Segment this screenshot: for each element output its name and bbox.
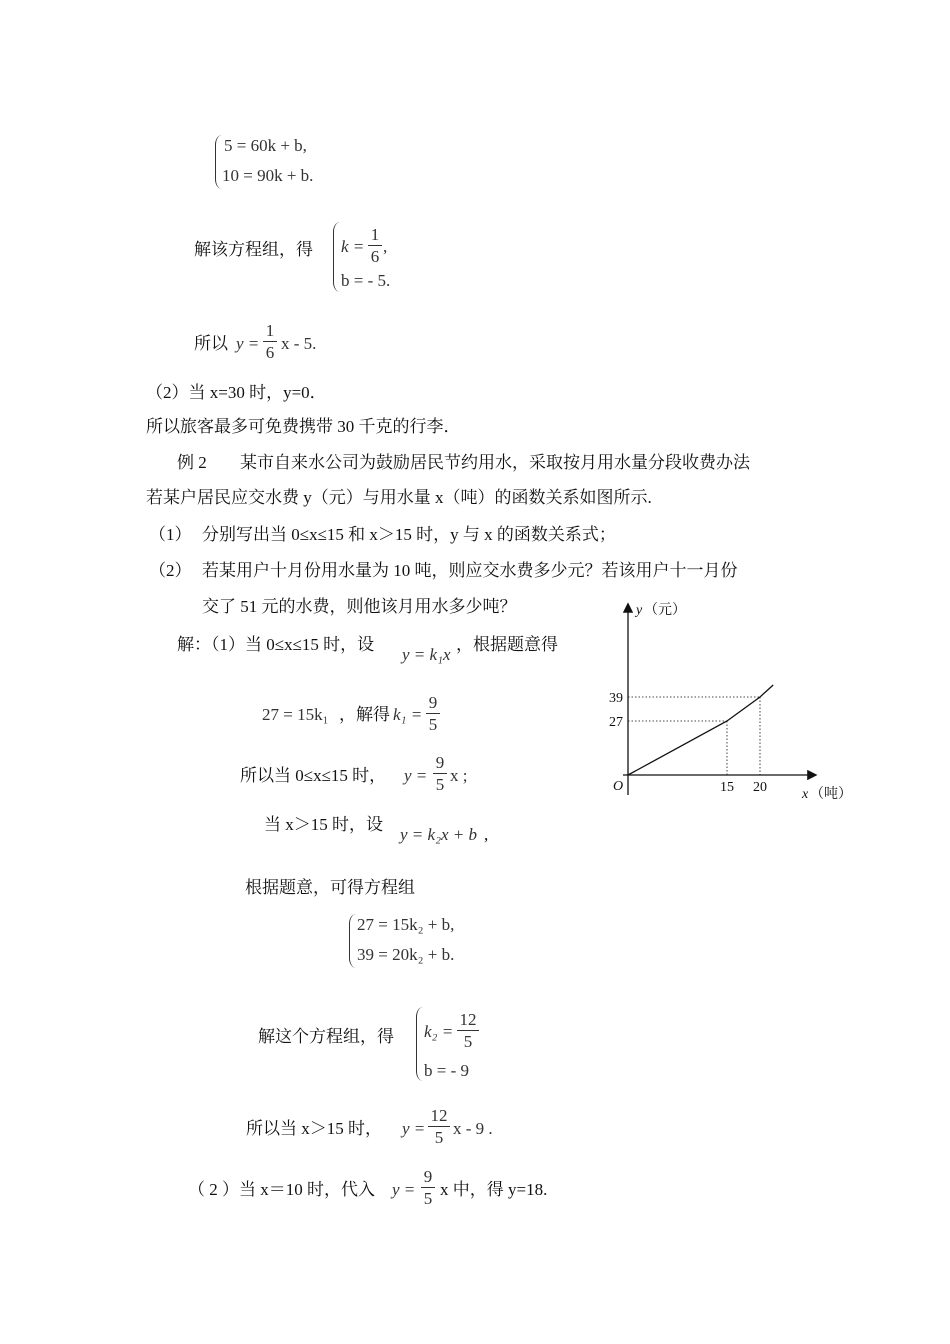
so1-tail: x - 5. xyxy=(281,334,317,353)
solve1-k-frac xyxy=(368,226,382,265)
solution-b2: b = - 9 xyxy=(424,1061,469,1080)
y-tick-label: 39 xyxy=(609,691,623,706)
solution-part2: （ 2 ）当 x＝10 时，代入 xyxy=(188,1180,375,1199)
solution-eq3: y = k₂x + b xyxy=(400,825,477,844)
so1-lead: 所以 xyxy=(194,334,228,353)
solution-eq1: y = k₁x xyxy=(402,645,451,664)
solution-when-tail: , xyxy=(484,825,489,844)
solve1-k-den: 6 xyxy=(370,247,380,266)
so1-lhs: y = xyxy=(236,334,260,353)
solution-part2-num: 9 xyxy=(423,1167,433,1186)
solve1-b-line: b = - 5. xyxy=(341,271,391,290)
solution-so2-num: 9 xyxy=(435,753,445,772)
x-tick-label: 20 xyxy=(753,780,767,795)
example-line1: 某市自来水公司为鼓励居民节约用水，采取按月用水量分段收费办法 xyxy=(240,453,750,472)
solution-so3-frac xyxy=(428,1107,450,1146)
example-line2: 若某户居民应交水费 y（元）与用水量 x（吨）的函数关系如图所示. xyxy=(146,488,652,507)
so1-frac xyxy=(263,322,277,361)
solution-sys-lead: 根据题意，可得方程组 xyxy=(245,878,415,897)
question2-number: （2） xyxy=(149,561,192,580)
question2-line1: 若某用户十月份用水量为 10 吨，则应交水费多少元？若该用户十一月份 xyxy=(202,561,738,580)
solve1-k-tail: , xyxy=(383,237,388,256)
y-axis-var: y xyxy=(636,603,643,618)
solution-so2-lhs: y = xyxy=(404,766,428,785)
solution-part2-frac xyxy=(421,1168,435,1207)
y-tick-label: 27 xyxy=(609,715,623,730)
solution-k2-lhs: k₂ = xyxy=(424,1022,454,1041)
solution-k2-frac xyxy=(457,1011,479,1050)
solution-when: 当 x＞15 时，设 xyxy=(264,815,383,834)
solution-k1-den: 5 xyxy=(428,715,438,734)
solution-sys2-line1: 27 = 15k₂ + b, xyxy=(357,915,455,934)
question1-text: 分别写出当 0≤x≤15 和 x＞15 时，y 与 x 的函数关系式； xyxy=(202,525,616,544)
question1-number: （1） xyxy=(149,525,192,544)
solution-so2-tail: x ; xyxy=(450,766,468,785)
solution-so3-num: 12 xyxy=(430,1106,448,1125)
solution-k2-num: 12 xyxy=(459,1010,477,1029)
origin-label: O xyxy=(613,779,624,794)
solution-eq2: 27 = 15k₁ xyxy=(262,705,329,724)
solution-so2-frac xyxy=(433,754,447,793)
y-axis-unit: （元） xyxy=(644,603,686,618)
solution-part2-tail: x 中，得 y=18. xyxy=(440,1180,548,1199)
brace-solve1 xyxy=(333,222,340,292)
part2-line: （2）当 x=30 时，y=0． xyxy=(146,383,327,402)
solution-part2-den: 5 xyxy=(423,1189,433,1208)
question2-line2: 交了 51 元的水费，则他该月用水多少吨？ xyxy=(202,597,517,616)
solution-k2-den: 5 xyxy=(463,1032,473,1051)
x-tick-label: 15 xyxy=(720,780,734,795)
solve1-k-lhs: k = xyxy=(341,237,365,256)
solution-so3: 所以当 x＞15 时， xyxy=(246,1119,382,1138)
water-fee-chart xyxy=(580,595,880,815)
sys1-line2: 10 = 90k + b. xyxy=(222,166,314,185)
solution-solve2: ，解得 xyxy=(339,705,390,724)
fee-line xyxy=(628,685,773,775)
solution-k1-lhs: k₁ = xyxy=(393,705,423,724)
solution-part2-lhs: y = xyxy=(392,1180,416,1199)
so1-num: 1 xyxy=(265,321,275,340)
example-label: 例 2 xyxy=(177,453,207,472)
solution-k1-num: 9 xyxy=(428,693,438,712)
solution-solve3: 解这个方程组，得 xyxy=(258,1027,394,1046)
solution-so3-tail: x - 9 . xyxy=(453,1119,493,1138)
solution-line1: 解：（1）当 0≤x≤15 时，设 xyxy=(177,635,375,654)
solution-sys2-line2: 39 = 20k₂ + b. xyxy=(357,945,455,964)
brace-sys2 xyxy=(349,914,356,968)
brace-solve3 xyxy=(416,1007,423,1081)
solution-so2-den: 5 xyxy=(435,775,445,794)
solution-so3-lhs: y = xyxy=(402,1119,426,1138)
conclusion-line: 所以旅客最多可免费携带 30 千克的行李． xyxy=(146,417,461,436)
solution-so3-den: 5 xyxy=(434,1128,444,1147)
solution-so2: 所以当 0≤x≤15 时， xyxy=(240,766,387,785)
solve1-lead: 解该方程组，得 xyxy=(194,240,313,259)
solution-line1-tail: ，根据题意得 xyxy=(456,635,558,654)
solve1-k-num: 1 xyxy=(370,225,380,244)
so1-den: 6 xyxy=(265,343,275,362)
brace-sys1 xyxy=(215,135,222,189)
x-axis-var: x xyxy=(802,787,809,802)
solution-k1-frac xyxy=(426,694,440,733)
x-axis-unit: （吨） xyxy=(810,787,852,802)
sys1-line1: 5 = 60k + b, xyxy=(224,136,307,155)
